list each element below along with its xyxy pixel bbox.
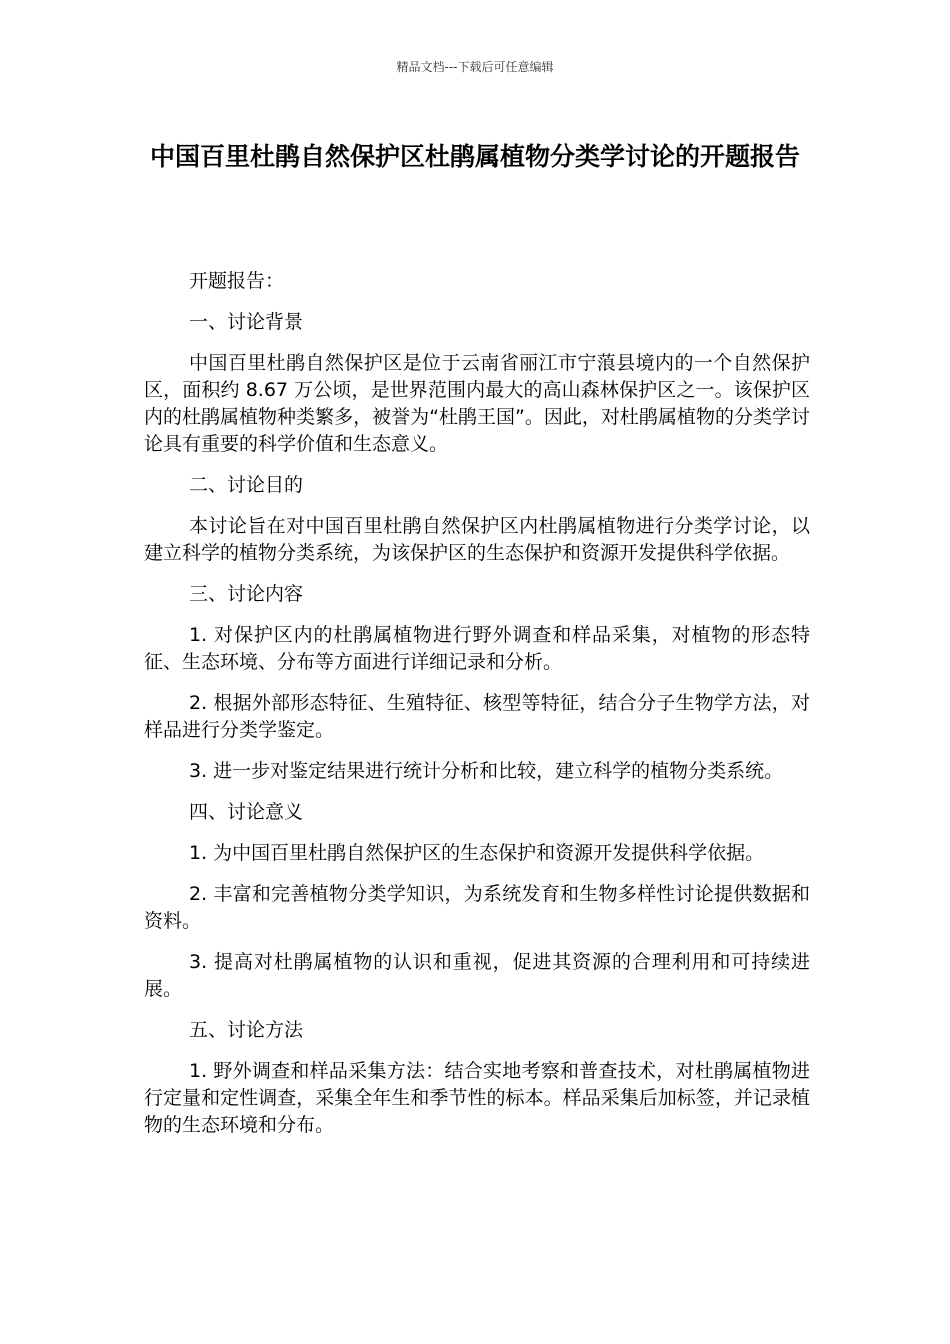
document-title: 中国百里杜鹃自然保护区杜鹃属植物分类学讨论的开题报告 bbox=[149, 142, 800, 171]
section-heading-content: 三、讨论内容 bbox=[189, 583, 304, 605]
document-body bbox=[144, 268, 810, 1153]
paragraph-purpose: 本讨论旨在对中国百里杜鹃自然保护区内杜鹃属植物进行分类学讨论，以建立科学的植物分类系统，为该保护区的生态保护和资源开发提供科学依据。 bbox=[144, 515, 810, 564]
significance-item-2: 2. 丰富和完善植物分类学知识，为系统发育和生物多样性讨论提供数据和资料。 bbox=[144, 883, 810, 932]
paragraph-background: 中国百里杜鹃自然保护区是位于云南省丽江市宁蒗县境内的一个自然保护区，面积约 8.67 万公顷，是世界范围内最大的高山森林保护区之一。该保护区内的杜鹃属植物种类繁多，被誉为“杜鹃王国”。因此，对杜鹃属植物的分类学讨论具有重要的科学价值和生态意义。 bbox=[144, 352, 810, 455]
content-item-1: 1. 对保护区内的杜鹃属植物进行野外调查和样品采集，对植物的形态特征、生态环境、分布等方面进行详细记录和分析。 bbox=[144, 624, 810, 673]
section-label-report: 开题报告： bbox=[189, 270, 285, 292]
section-heading-methods: 五、讨论方法 bbox=[189, 1019, 304, 1041]
section-heading-background: 一、讨论背景 bbox=[189, 311, 304, 333]
methods-item-1: 1. 野外调查和样品采集方法：结合实地考察和普查技术，对杜鹃属植物进行定量和定性调查，采集全年生和季节性的标本。样品采集后加标签，并记录植物的生态环境和分布。 bbox=[144, 1060, 810, 1136]
content-item-3: 3. 进一步对鉴定结果进行统计分析和比较，建立科学的植物分类系统。 bbox=[189, 760, 784, 782]
header-note: 精品文档---下载后可任意编辑 bbox=[396, 60, 554, 74]
section-heading-purpose: 二、讨论目的 bbox=[189, 474, 304, 496]
section-heading-significance: 四、讨论意义 bbox=[189, 801, 304, 823]
significance-item-1: 1. 为中国百里杜鹃自然保护区的生态保护和资源开发提供科学依据。 bbox=[189, 842, 765, 864]
content-item-2: 2. 根据外部形态特征、生殖特征、核型等特征，结合分子生物学方法，对样品进行分类学鉴定。 bbox=[144, 692, 810, 741]
significance-item-3: 3. 提高对杜鹃属植物的认识和重视，促进其资源的合理利用和可持续进展。 bbox=[144, 951, 810, 1000]
